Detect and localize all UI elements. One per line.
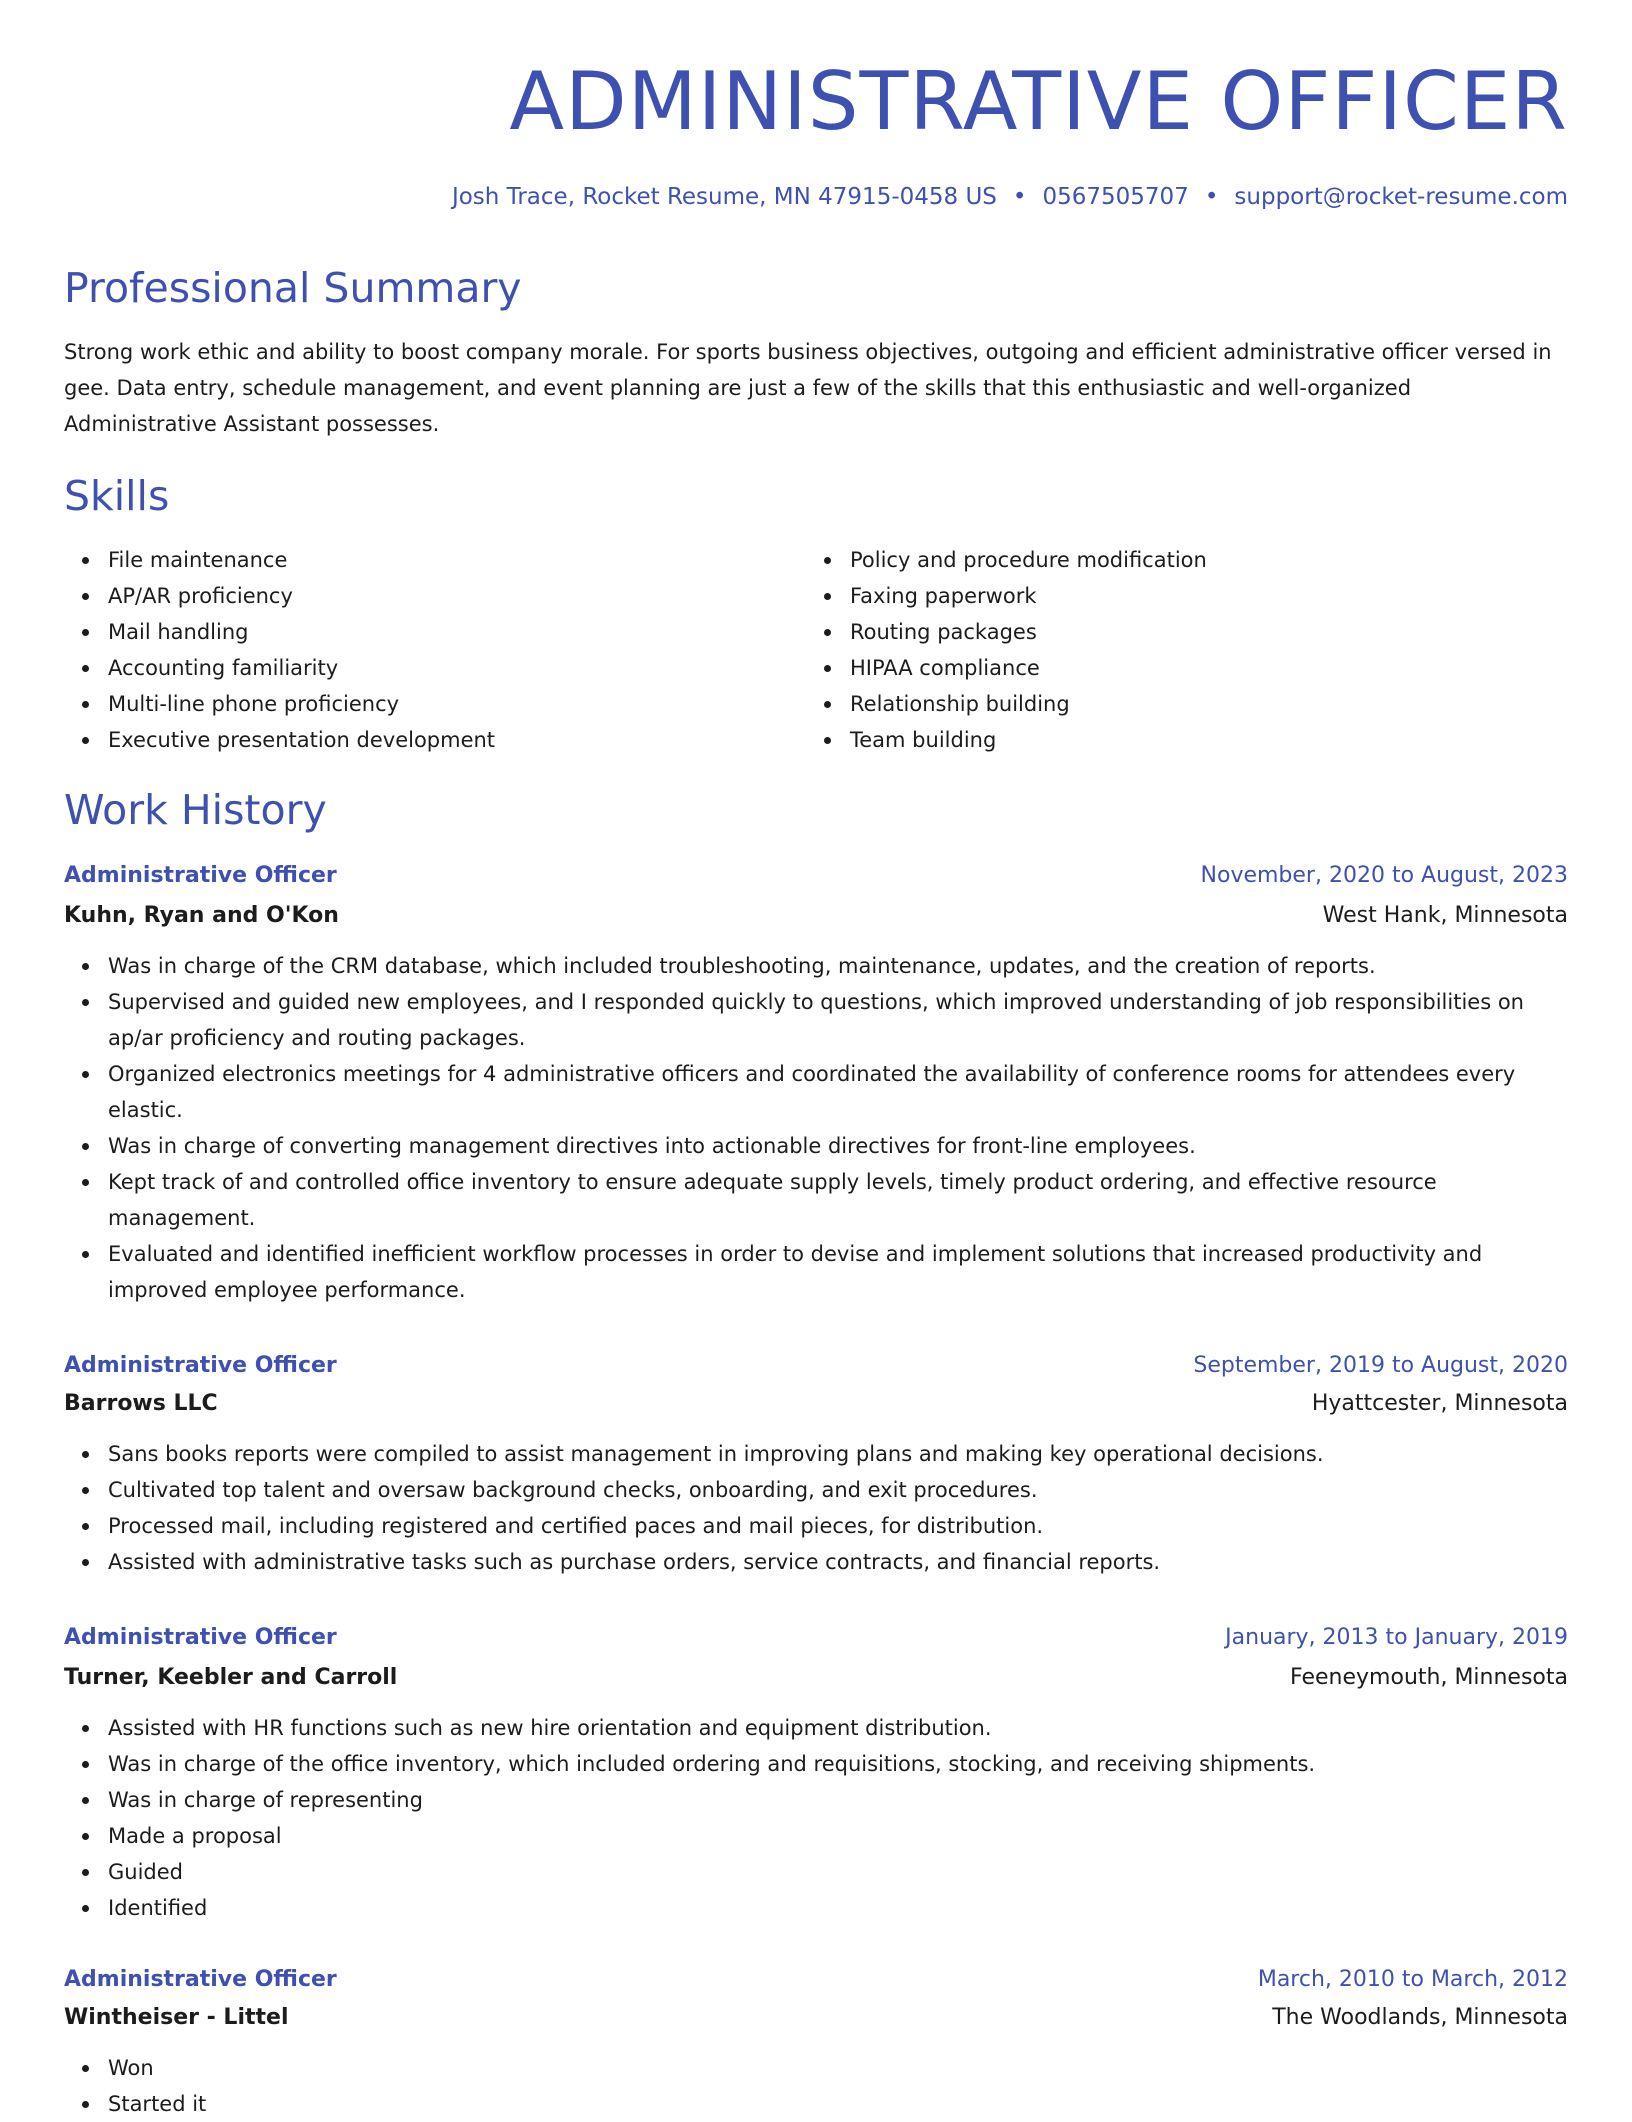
skill-item: Policy and procedure modification [850, 542, 1546, 578]
job-company: Barrows LLC [64, 1391, 218, 1416]
skill-item: HIPAA compliance [850, 650, 1546, 686]
job-company: Kuhn, Ryan and O'Kon [64, 903, 339, 928]
job-bullet: Identified [108, 1890, 1568, 1926]
skill-item: Team building [850, 722, 1546, 758]
job-bullet: Cultivated top talent and oversaw background checks, onboarding, and exit procedures. [108, 1472, 1568, 1508]
job-bullet: Won [108, 2050, 1568, 2086]
job-dates: September, 2019 to August, 2020 [1193, 1353, 1568, 1378]
contact-separator: • [1012, 184, 1027, 210]
job-entry [64, 1962, 1568, 2122]
job-bullet: Organized electronics meetings for 4 administrative officers and coordinated the availability of conference rooms for attendees every elastic. [108, 1056, 1568, 1128]
job-dates: November, 2020 to August, 2023 [1200, 863, 1568, 888]
job-bullet: Sans books reports were compiled to assist management in improving plans and making key operational decisions. [108, 1436, 1568, 1472]
job-bullet: Was in charge of the CRM database, which included troubleshooting, maintenance, updates, and the creation of reports. [108, 948, 1568, 984]
contact-email[interactable]: support@rocket-resume.com [1234, 184, 1568, 210]
contact-separator: • [1204, 184, 1219, 210]
job-company: Wintheiser - Littel [64, 2005, 289, 2030]
skill-item: Routing packages [850, 614, 1546, 650]
job-bullet: Guided [108, 1854, 1568, 1890]
job-bullet: Was in charge of representing [108, 1782, 1568, 1818]
job-bullet: Kept track of and controlled office inventory to ensure adequate supply levels, timely product ordering, and effective resource management. [108, 1164, 1568, 1236]
contact-line [452, 180, 1568, 214]
job-bullet: Started it [108, 2086, 1568, 2122]
document-title: ADMINISTRATIVE OFFICER [509, 55, 1568, 148]
skills-column-left [64, 542, 804, 758]
job-bullet: Processed mail, including registered and certified paces and mail pieces, for distribution. [108, 1508, 1568, 1544]
skill-item: Relationship building [850, 686, 1546, 722]
job-title: Administrative Officer [64, 1967, 337, 1992]
skill-item: Accounting familiarity [108, 650, 804, 686]
job-entry [64, 1348, 1568, 1580]
skill-item: Faxing paperwork [850, 578, 1546, 614]
skill-item: File maintenance [108, 542, 804, 578]
skill-item: Executive presentation development [108, 722, 804, 758]
job-location: West Hank, Minnesota [1322, 903, 1568, 928]
summary-text: Strong work ethic and ability to boost company morale. For sports business objectives, outgoing and efficient administrative officer versed in gee. Data entry, schedule management, and event planning are just a few of the skills that this enthusiastic and well-organized Administrative Assistant possesses. [64, 340, 1552, 436]
job-dates: March, 2010 to March, 2012 [1257, 1967, 1568, 1992]
job-location: The Woodlands, Minnesota [1272, 2005, 1568, 2030]
job-bullet: Assisted with HR functions such as new hire orientation and equipment distribution. [108, 1710, 1568, 1746]
job-bullet: Supervised and guided new employees, and I responded quickly to questions, which improved understanding of job responsibilities on ap/ar proficiency and routing packages. [108, 984, 1568, 1056]
skill-item: AP/AR proficiency [108, 578, 804, 614]
job-entry [64, 1620, 1568, 1926]
contact-phone: 0567505707 [1042, 184, 1189, 210]
skill-item: Mail handling [108, 614, 804, 650]
job-location: Hyattcester, Minnesota [1311, 1391, 1568, 1416]
summary-heading: Professional Summary [64, 264, 522, 312]
job-entry [64, 858, 1568, 1308]
contact-address: Josh Trace, Rocket Resume, MN 47915-0458 US [451, 184, 997, 210]
skills-column-right [806, 542, 1546, 758]
job-bullet: Made a proposal [108, 1818, 1568, 1854]
job-bullet: Was in charge of the office inventory, which included ordering and requisitions, stocking, and receiving shipments. [108, 1746, 1568, 1782]
job-bullet: Was in charge of converting management directives into actionable directives for front-line employees. [108, 1128, 1568, 1164]
skill-item: Multi-line phone proficiency [108, 686, 804, 722]
job-bullet: Evaluated and identified inefficient workflow processes in order to devise and implement solutions that increased productivity and improved employee performance. [108, 1236, 1568, 1308]
job-bullet: Assisted with administrative tasks such as purchase orders, service contracts, and financial reports. [108, 1544, 1568, 1580]
work-history-heading: Work History [64, 786, 327, 834]
job-title: Administrative Officer [64, 1353, 337, 1378]
job-title: Administrative Officer [64, 1625, 337, 1650]
job-company: Turner, Keebler and Carroll [64, 1665, 398, 1690]
job-dates: January, 2013 to January, 2019 [1225, 1625, 1568, 1650]
job-location: Feeneymouth, Minnesota [1290, 1665, 1568, 1690]
skills-heading: Skills [64, 472, 170, 520]
job-title: Administrative Officer [64, 863, 337, 888]
